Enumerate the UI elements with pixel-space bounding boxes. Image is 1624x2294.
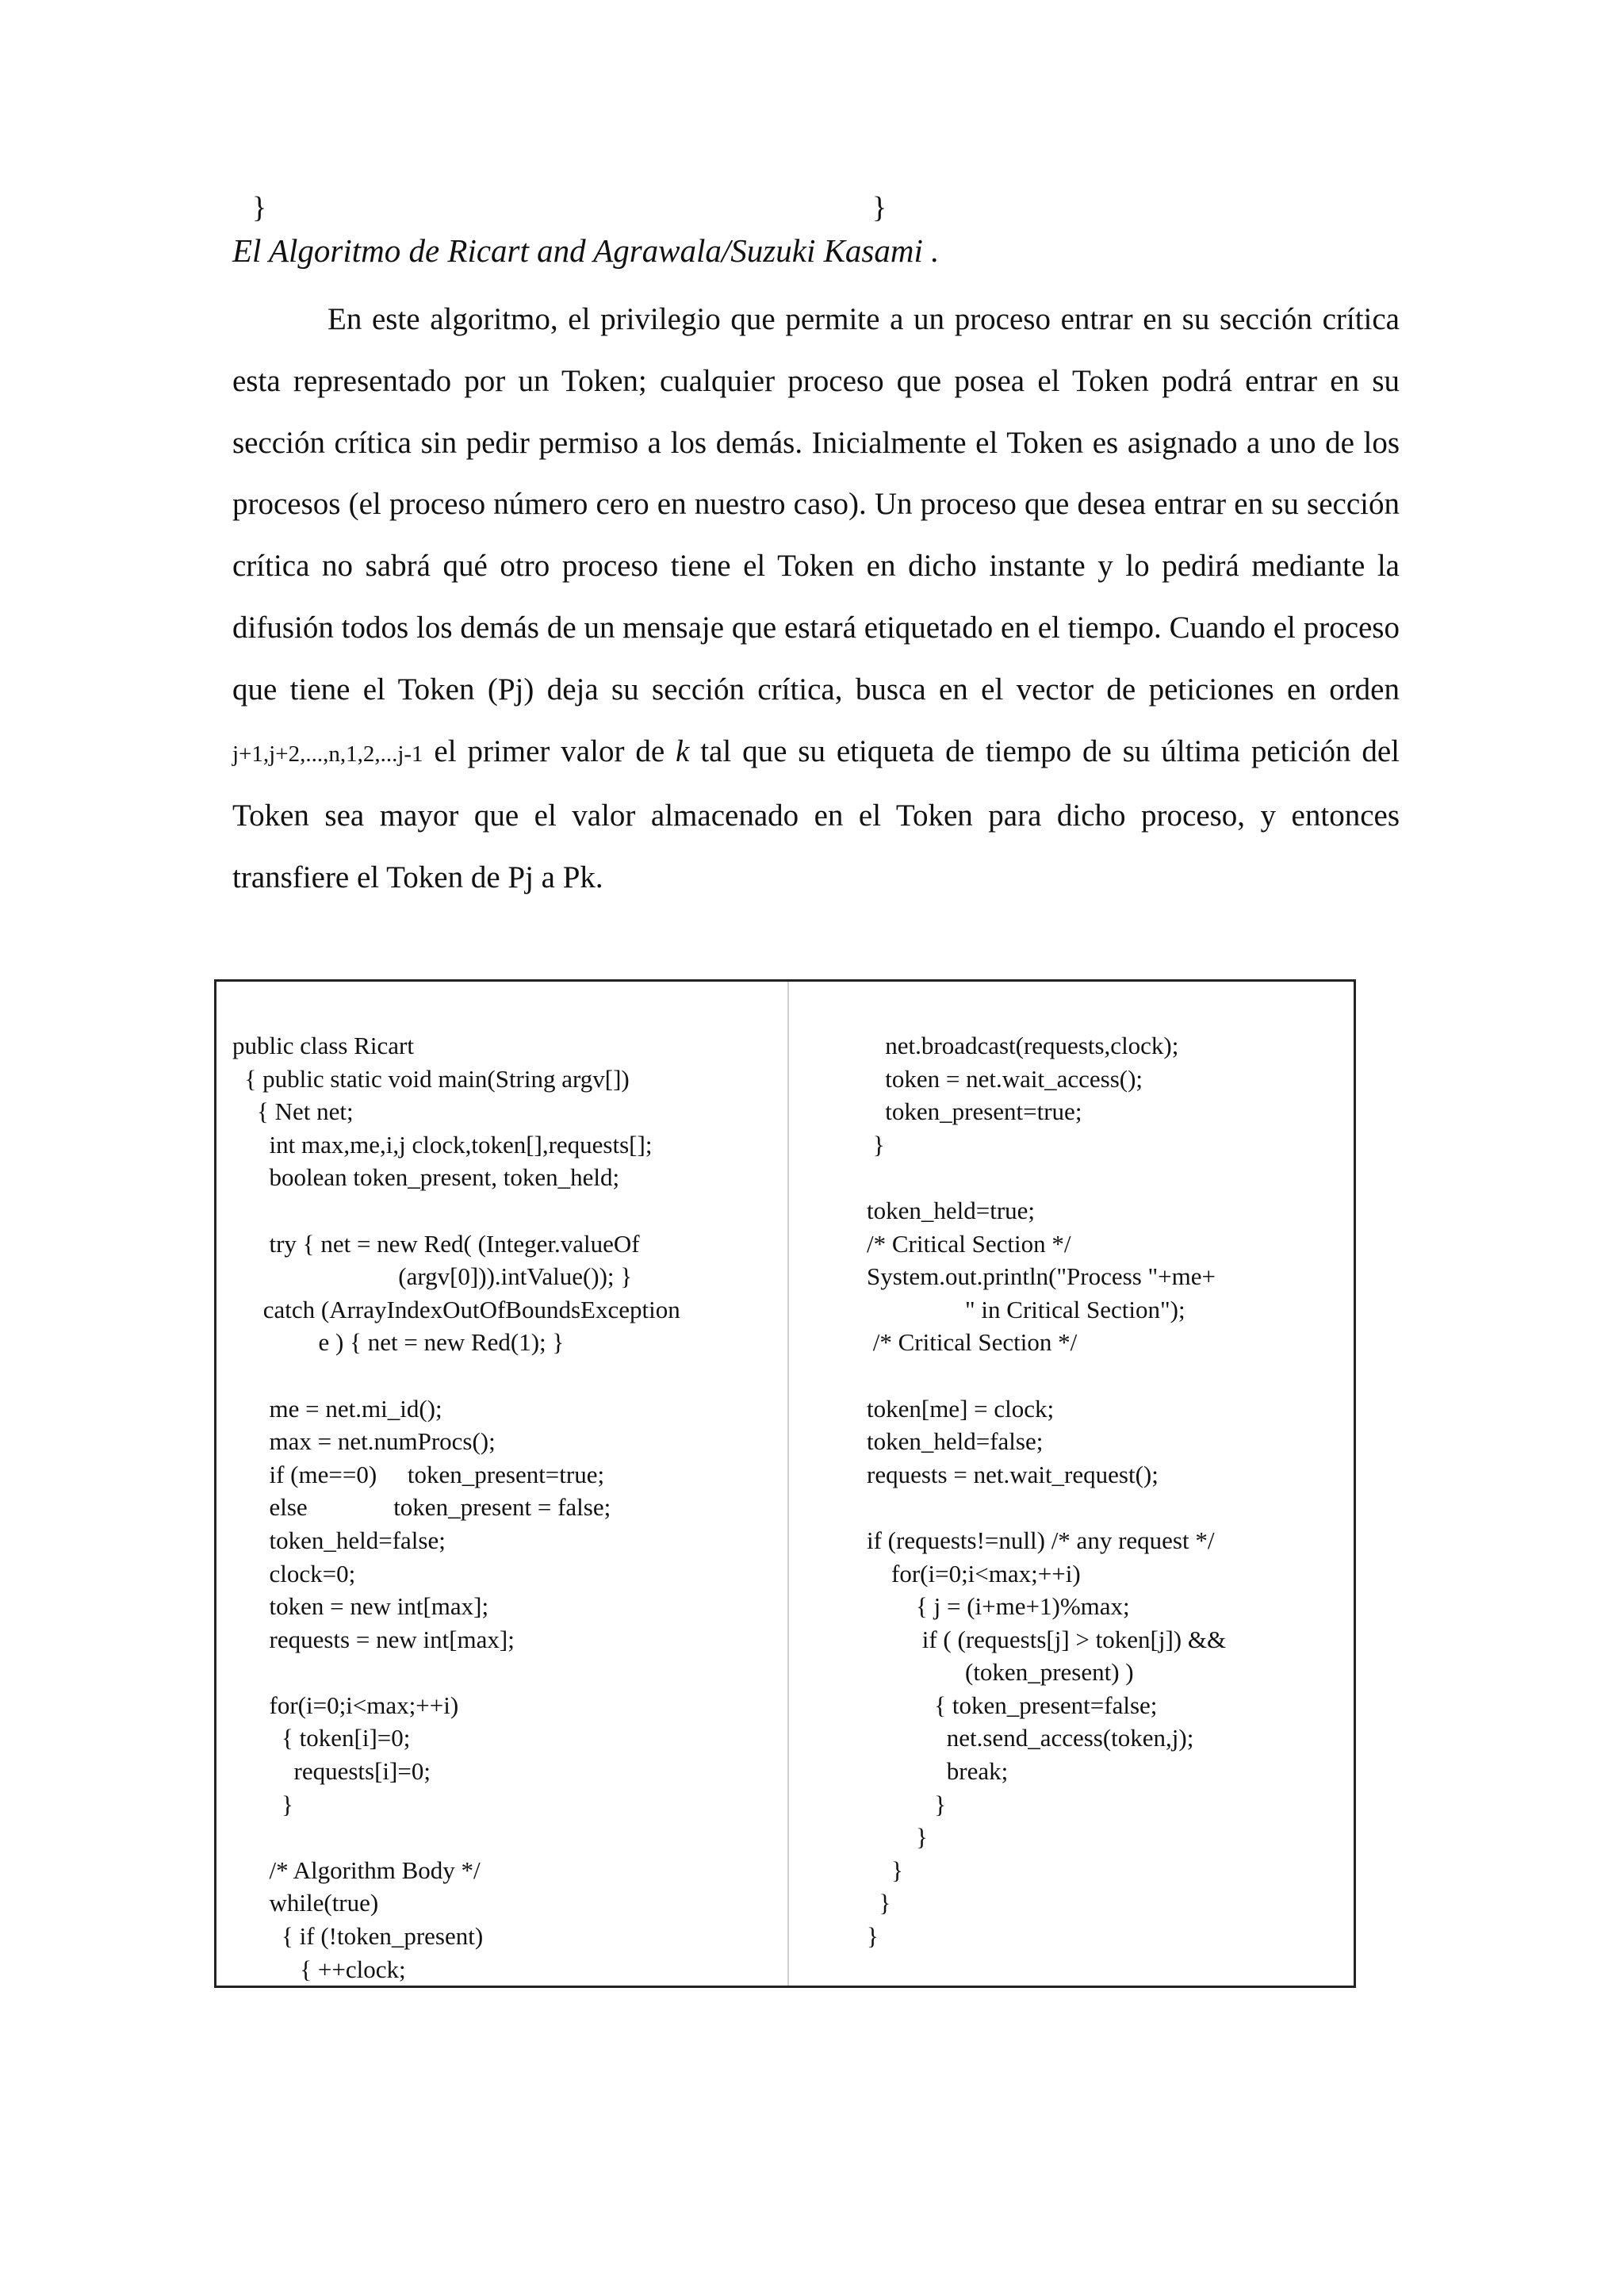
paragraph-text-2: el primer valor de: [423, 733, 676, 768]
paragraph-text-3: tal que su etiqueta de tiempo de su última petición del Token sea mayor que el valor almacenado en el Token para dicho proceso, y entonces transfiere el Token de Pj a Pk.: [232, 733, 1400, 895]
variable-k: k: [676, 733, 690, 768]
code-listing-box: [214, 979, 1356, 1988]
request-order-sequence: j+1,j+2,...,n,1,2,...j-1: [232, 741, 423, 767]
body-paragraph: [232, 289, 1400, 909]
code-column-right: net.broadcast(requests,clock); token = net.wait_access(); token_present=true; } token_held=true; /* Critical Section */ System.out.println("Process "+me+ " in Critical Section"); /* Critical Section */ token[me] = clock; token_held=false; requests = net.wait_request(); if (requests!=null) /* any request */ for(i=0;i<max;++i) { j = (i+me+1)%max; if ( (requests[j] > token[j]) && (token_present) ) { token_present=false; net.send_access(token,j); break; } } } } }: [867, 1032, 1227, 1951]
closing-brace-left: }: [252, 191, 267, 224]
section-heading: El Algoritmo de Ricart and Agrawala/Suzuki Kasami .: [232, 232, 940, 269]
closing-brace-right: }: [872, 191, 887, 224]
paragraph-text-1: En este algoritmo, el privilegio que permite a un proceso entrar en su sección crítica esta representado por un Token; cualquier proceso que posea el Token podrá entrar en su sección crítica sin pedir permiso a los demás. Inicialmente el Token es asignado a uno de los procesos (el proceso número cero en nuestro caso). Un proceso que desea entrar en su sección crítica no sabrá qué otro proceso tiene el Token en dicho instante y lo pedirá mediante la difusión todos los demás de un mensaje que estará etiquetado en el tiempo. Cuando el proceso que tiene el Token (Pj) deja su sección crítica, busca en el vector de peticiones en orden: [232, 302, 1400, 707]
column-divider: [787, 982, 789, 1986]
code-column-left: public class Ricart { public static void main(String argv[]) { Net net; int max,me,i,j clock,token[],requests[]; boolean token_present, token_held; try { net = new Red( (Integer.valueOf (argv[0])).intValue()); } catch (ArrayIndexOutOfBoundsException e ) { net = new Red(1); } me = net.mi_id(); max = net.numProcs(); if (me==0) token_present=true; else token_present = false; token_held=false; clock=0; token = new int[max]; requests = new int[max]; for(i=0;i<max;++i) { token[i]=0; requests[i]=0; } /* Algorithm Body */ while(true) { if (!token_present) { ++clock;: [232, 1032, 680, 1983]
